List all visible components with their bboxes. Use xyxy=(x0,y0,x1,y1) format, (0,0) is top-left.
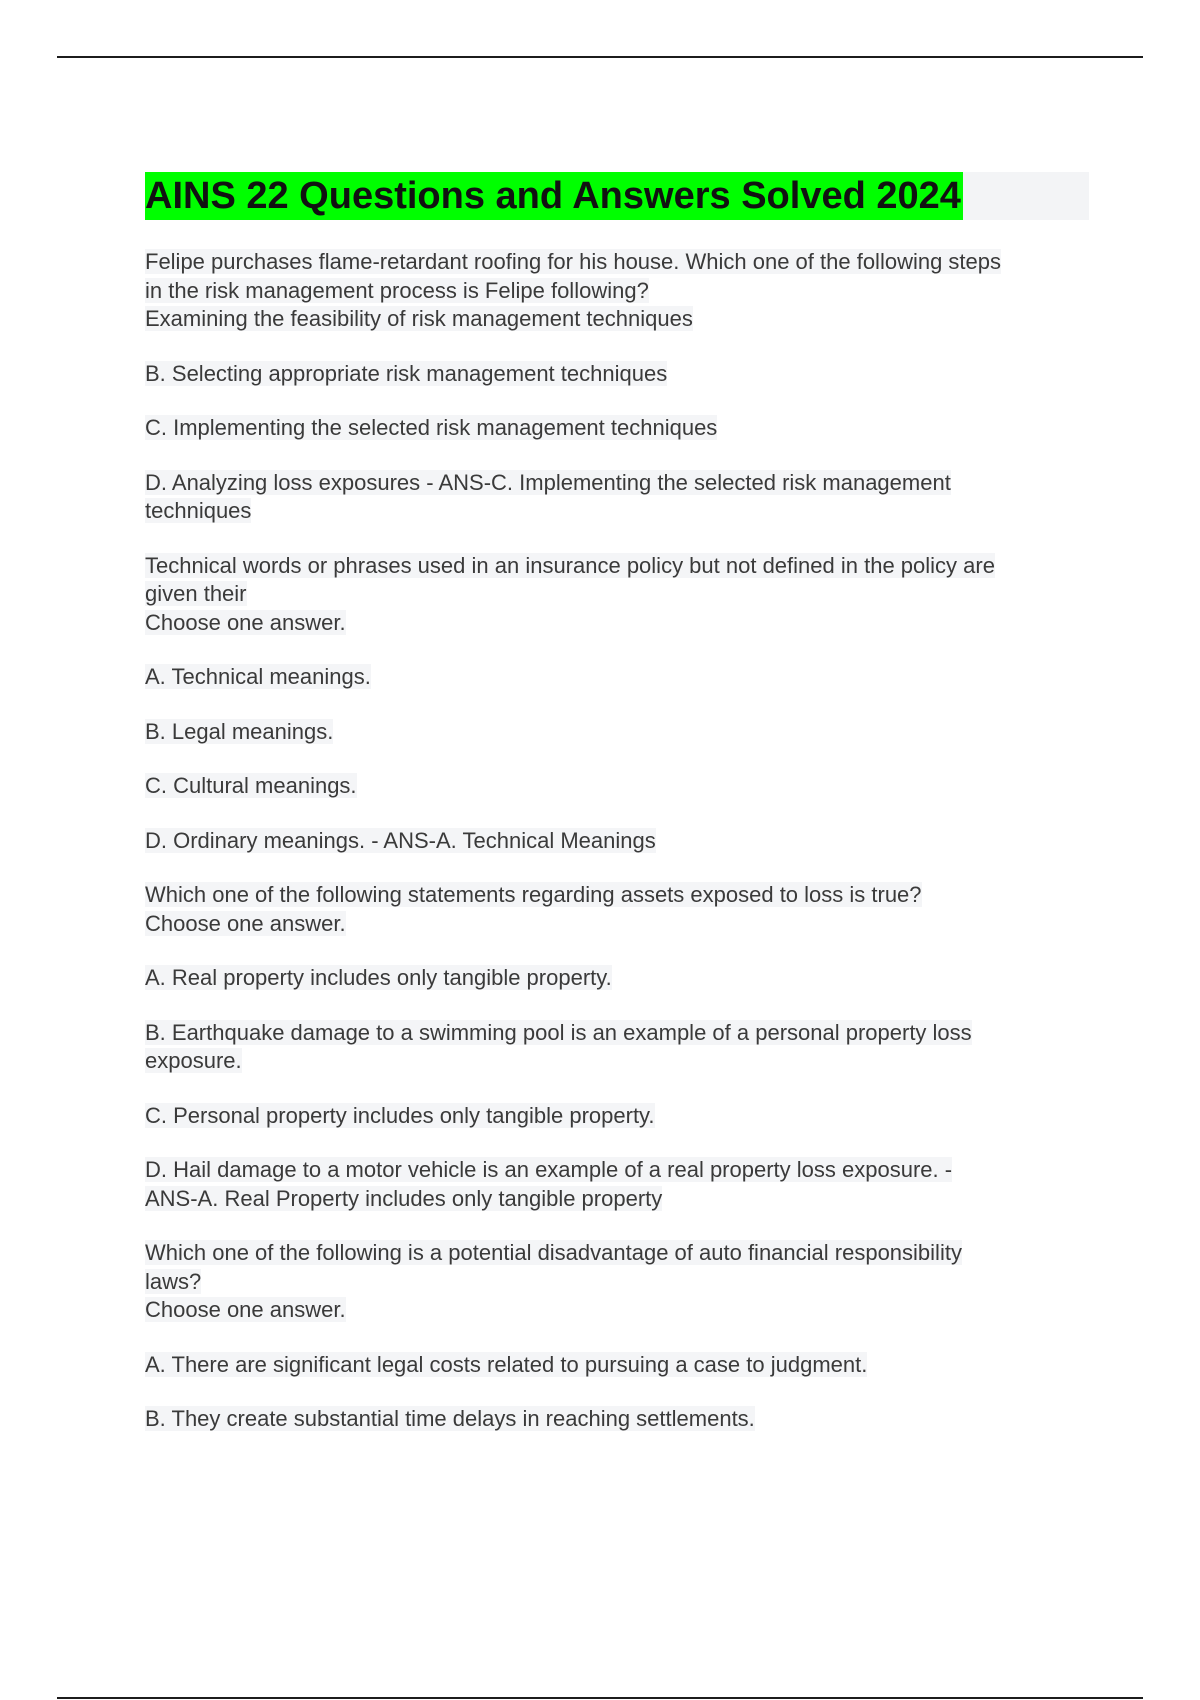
text-line: Felipe purchases flame-retardant roofing for his house. Which one of the following steps xyxy=(145,249,1002,274)
qa-paragraph xyxy=(145,360,1095,389)
qa-paragraph xyxy=(145,1102,1095,1131)
text-line: A. Technical meanings. xyxy=(145,664,371,689)
qa-paragraph xyxy=(145,964,1095,993)
qa-paragraph xyxy=(145,827,1095,856)
qa-paragraph xyxy=(145,718,1095,747)
text-line: D. Hail damage to a motor vehicle is an example of a real property loss exposure. - xyxy=(145,1157,953,1182)
qa-paragraph xyxy=(145,663,1095,692)
top-rule xyxy=(57,56,1143,58)
text-line: Technical words or phrases used in an insurance policy but not defined in the policy are xyxy=(145,552,995,578)
text-line: A. There are significant legal costs related to pursuing a case to judgment. xyxy=(145,1351,868,1377)
qa-paragraph xyxy=(145,1351,1095,1380)
qa-paragraph xyxy=(145,414,1095,443)
qa-paragraph xyxy=(145,881,1095,938)
text-line: C. Implementing the selected risk management techniques xyxy=(145,415,718,440)
qa-paragraph xyxy=(145,1019,1095,1076)
text-line: B. Selecting appropriate risk management techniques xyxy=(145,360,668,386)
text-line: Examining the feasibility of risk management techniques xyxy=(145,306,693,331)
text-line: B. Earthquake damage to a swimming pool is an example of a personal property loss xyxy=(145,1019,972,1045)
text-line: Choose one answer. xyxy=(145,910,346,936)
text-line: C. Personal property includes only tangible property. xyxy=(145,1102,655,1128)
qa-paragraph xyxy=(145,248,1095,334)
text-line: given their xyxy=(145,581,247,606)
text-line: in the risk management process is Felipe following? xyxy=(145,277,649,303)
text-line: laws? xyxy=(145,1268,202,1294)
qa-paragraph xyxy=(145,552,1095,638)
text-line: B. They create substantial time delays in reaching settlements. xyxy=(145,1406,755,1431)
document-title: AINS 22 Questions and Answers Solved 2024 xyxy=(145,172,963,220)
text-line: D. Analyzing loss exposures - ANS-C. Implementing the selected risk management xyxy=(145,469,951,495)
text-line: C. Cultural meanings. xyxy=(145,773,357,798)
text-line: Which one of the following is a potential disadvantage of auto financial responsibility xyxy=(145,1240,962,1265)
text-line: ANS-A. Real Property includes only tangible property xyxy=(145,1185,663,1211)
bottom-rule xyxy=(57,1697,1143,1699)
text-line: exposure. xyxy=(145,1048,242,1073)
text-line: D. Ordinary meanings. - ANS-A. Technical Meanings xyxy=(145,827,656,853)
qa-paragraph xyxy=(145,1405,1095,1434)
text-line: techniques xyxy=(145,498,252,523)
qa-paragraph xyxy=(145,1239,1095,1325)
text-line: A. Real property includes only tangible property. xyxy=(145,965,612,990)
title-band xyxy=(145,172,1089,220)
document-body xyxy=(145,172,1095,1460)
text-line: Choose one answer. xyxy=(145,1297,346,1322)
qa-paragraph xyxy=(145,1156,1095,1213)
text-line: B. Legal meanings. xyxy=(145,718,334,744)
qa-paragraph xyxy=(145,772,1095,801)
text-line: Which one of the following statements regarding assets exposed to loss is true? xyxy=(145,882,922,907)
text-line: Choose one answer. xyxy=(145,609,346,635)
question-list xyxy=(145,248,1095,1434)
qa-paragraph xyxy=(145,469,1095,526)
